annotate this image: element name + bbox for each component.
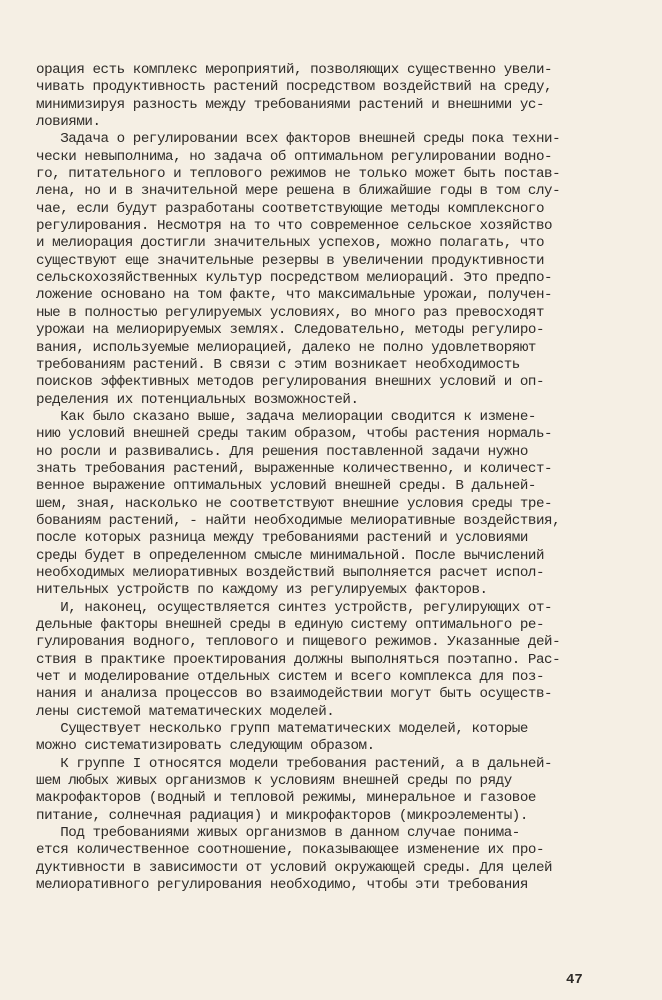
text-line: минимизируя разность между требованиями растений и внешними ус- (36, 96, 545, 113)
text-line: после которых разница между требованиями растений и условиями (36, 530, 528, 547)
text-line: ределения их потенциальных возможностей. (36, 391, 359, 408)
text-line: макрофакторов (водный и тепловой режимы, минеральное и газовое (36, 790, 536, 807)
text-line: К группе I относятся модели требования растений, а в дальней- (36, 755, 553, 772)
text-line: и мелиорация достигли значительных успехов, можно полагать, что (36, 235, 545, 252)
text-line: венное выражение оптимальных условий внешней среды. В дальней- (36, 478, 536, 495)
text-line: шем, зная, насколько не соответствуют внешние условия среды тре- (36, 495, 553, 512)
text-line: ствия в практике проектирования должны выполняться поэтапно. Рас- (36, 651, 561, 668)
paragraph (36, 600, 602, 721)
text-line: чет и моделирование отдельных систем и всего комплекса для поз- (36, 669, 545, 686)
text-line: знать требования растений, выраженные количественно, и количест- (36, 460, 553, 477)
text-line: го, питательного и теплового режимов не только может быть постав- (36, 166, 561, 183)
text-line: нию условий внешней среды таким образом, чтобы растения нормаль- (36, 426, 553, 443)
paragraph (36, 721, 602, 756)
text-line: нания и анализа процессов во взаимодействии могут быть осуществ- (36, 686, 553, 703)
text-line: лена, но и в значительной мере решена в ближайшие годы в том слу- (36, 183, 561, 200)
text-line: ные в полностью регулируемых условиях, во много раз превосходят (36, 304, 545, 321)
page-number: 47 (566, 972, 583, 988)
text-line: питание, солнечная радиация) и микрофакторов (микроэлементы). (36, 807, 528, 824)
text-line: Как было сказано выше, задача мелиорации сводится к измене- (36, 408, 536, 425)
text-line: бованиям растений, - найти необходимые мелиоративные воздействия, (36, 512, 561, 529)
paragraph (36, 62, 602, 131)
paragraph (36, 131, 602, 409)
text-line: вания, используемые мелиорацией, далеко не полно удовлетворяют (36, 339, 536, 356)
text-line: среды будет в определенном смысле минимальной. После вычислений (36, 547, 545, 564)
text-line: можно систематизировать следующим образом. (36, 738, 375, 755)
text-line: мелиоративного регулирования необходимо, чтобы эти требования (36, 877, 528, 894)
text-line: ется количественное соотношение, показывающее изменение их про- (36, 842, 545, 859)
text-line: ловиями. (36, 114, 101, 131)
text-line: чески невыполнима, но задача об оптимальном регулировании водно- (36, 148, 553, 165)
text-line: чивать продуктивность растений посредством воздействий на среду, (36, 79, 553, 96)
text-line: Существует несколько групп математических моделей, которые (36, 721, 528, 738)
text-line: существуют еще значительные резервы в увеличении продуктивности (36, 252, 545, 269)
text-line: лены системой математических моделей. (36, 703, 335, 720)
text-line: поисков эффективных методов регулирования внешних условий и оп- (36, 374, 545, 391)
text-line: нительных устройств по каждому из регулируемых факторов. (36, 582, 488, 599)
text-line: Задача о регулировании всех факторов внешней среды пока техни- (36, 131, 561, 148)
text-line: Под требованиями живых организмов в данном случае понима- (36, 825, 520, 842)
text-line: дельные факторы внешней среды в единую систему оптимального ре- (36, 617, 545, 633)
text-line: ложение основано на том факте, что максимальные урожаи, получен- (36, 287, 553, 304)
paragraph (36, 409, 602, 600)
body-text (36, 62, 602, 895)
text-line: требованиям растений. В связи с этим возникает необходимость (36, 356, 520, 373)
text-line: чае, если будут разработаны соответствующие методы комплексного (36, 200, 545, 217)
text-line: И, наконец, осуществляется синтез устройств, регулирующих от- (36, 599, 553, 616)
text-line: гулирования водного, теплового и пищевого режимов. Указанные дей- (36, 634, 561, 651)
text-line: орация есть комплекс мероприятий, позволяющих существенно увели- (36, 62, 553, 78)
text-line: но росли и развивались. Для решения поставленной задачи нужно (36, 443, 528, 460)
text-line: урожаи на мелиорируемых землях. Следовательно, методы регулиро- (36, 322, 545, 339)
text-line: сельскохозяйственных культур посредством мелиораций. Это предпо- (36, 270, 553, 287)
paragraph (36, 825, 602, 894)
text-line: регулирования. Несмотря на то что современное сельское хозяйство (36, 218, 553, 235)
text-line: необходимых мелиоративных воздействий выполняется расчет испол- (36, 564, 545, 581)
text-line: дуктивности в зависимости от условий окружающей среды. Для целей (36, 859, 553, 876)
text-line: шем любых живых организмов к условиям внешней среды по ряду (36, 773, 512, 790)
paragraph (36, 756, 602, 825)
